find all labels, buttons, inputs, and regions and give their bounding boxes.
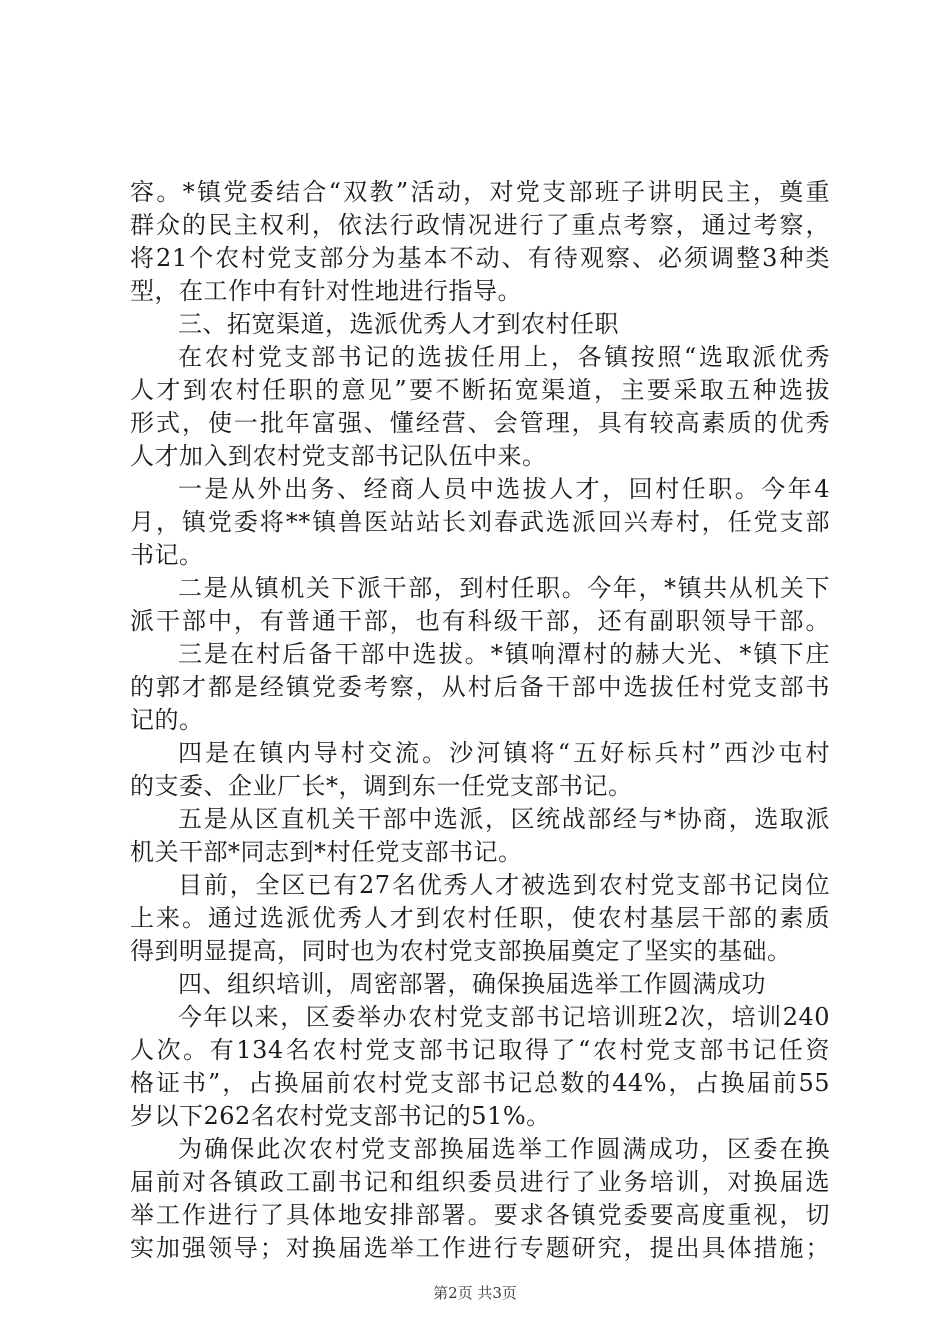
text-line: 形式，使一批年富强、懂经营、会管理，具有较高素质的优秀 [130, 409, 830, 437]
text-line: 的支委、企业厂长*，调到东一任党支部书记。 [130, 772, 633, 800]
document-body [130, 176, 830, 1265]
text-line: 举工作进行了具体地安排部署。要求各镇党委要高度重视，切 [130, 1201, 830, 1229]
text-line: 实加强领导；对换届选举工作进行专题研究，提出具体措施； [130, 1234, 830, 1262]
text-line: 格证书”，占换届前农村党支部书记总数的44%，占换届前55 [130, 1069, 830, 1097]
section-heading: 四、组织培训，周密部署，确保换届选举工作圆满成功 [178, 970, 766, 998]
text-line: 四是在镇内导村交流。沙河镇将“五好标兵村”西沙屯村 [178, 739, 830, 767]
text-line: 在农村党支部书记的选拔任用上，各镇按照“选取派优秀 [178, 343, 830, 371]
text-line: 人才加入到农村党支部书记队伍中来。 [130, 442, 547, 470]
text-line: 得到明显提高，同时也为农村党支部换届奠定了坚实的基础。 [130, 937, 792, 965]
text-line: 型，在工作中有针对性地进行指导。 [130, 277, 522, 305]
text-line: 目前，全区已有27名优秀人才被选到农村党支部书记岗位 [178, 871, 830, 899]
text-line: 今年以来，区委举办农村党支部书记培训班2次，培训240 [178, 1003, 830, 1031]
text-line: 人才到农村任职的意见”要不断拓宽渠道，主要采取五种选拔 [130, 376, 830, 404]
text-line: 人次。有134名农村党支部书记取得了“农村党支部书记任资 [130, 1036, 830, 1064]
section-heading: 三、拓宽渠道，选派优秀人才到农村任职 [178, 310, 619, 338]
text-line: 三是在村后备干部中选拔。*镇响潭村的赫大光、*镇下庄 [178, 640, 830, 668]
page-footer: 第2页 共3页 [433, 1284, 517, 1302]
text-line: 月，镇党委将**镇兽医站站长刘春武选派回兴寿村，任党支部 [130, 508, 830, 536]
text-line: 上来。通过选派优秀人才到农村任职，使农村基层干部的素质 [130, 904, 830, 932]
text-line: 一是从外出务、经商人员中选拔人才，回村任职。今年4 [178, 475, 830, 503]
text-line: 为确保此次农村党支部换届选举工作圆满成功，区委在换 [178, 1135, 830, 1163]
text-line: 记的。 [130, 706, 204, 734]
text-line: 五是从区直机关干部中选派，区统战部经与*协商，选取派 [178, 805, 830, 833]
text-line: 的郭才都是经镇党委考察，从村后备干部中选拔任村党支部书 [130, 673, 830, 701]
text-line: 容。*镇党委结合“双教”活动，对党支部班子讲明民主，奠重 [130, 178, 830, 206]
text-line: 书记。 [130, 541, 204, 569]
text-line: 机关干部*同志到*村任党支部书记。 [130, 838, 523, 866]
text-line: 岁以下262名农村党支部书记的51%。 [130, 1102, 551, 1130]
text-line: 将21个农村党支部分为基本不动、有待观察、必须调整3种类 [130, 244, 830, 272]
text-line: 二是从镇机关下派干部，到村任职。今年，*镇共从机关下 [178, 574, 830, 602]
text-line: 届前对各镇政工副书记和组织委员进行了业务培训，对换届选 [130, 1168, 830, 1196]
text-line: 派干部中，有普通干部，也有科级干部，还有副职领导干部。 [130, 607, 830, 635]
text-line: 群众的民主权利，依法行政情况进行了重点考察，通过考察， [130, 211, 830, 239]
